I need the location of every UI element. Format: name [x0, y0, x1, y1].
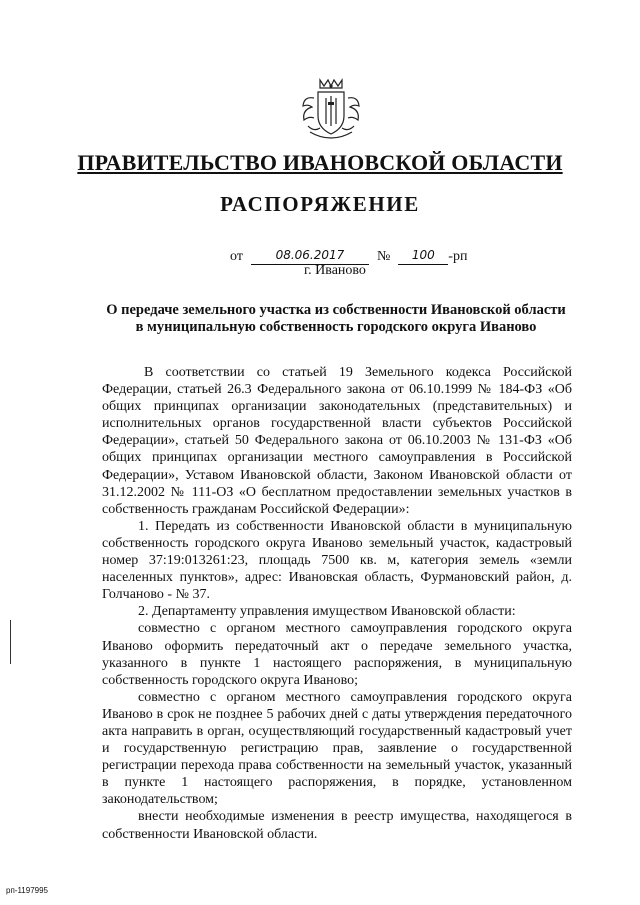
item-2-paragraph: 2. Департаменту управления имуществом Ивановской области:: [138, 604, 516, 620]
document-type: РАСПОРЯЖЕНИЕ: [220, 192, 420, 216]
handwritten-date: 08.06.2017: [251, 248, 369, 265]
intro-paragraph: В соответствии со статьей 19 Земельного кодекса Российской Федерации, статьей 26.3 Федерального закона от 06.10.1999 № 184-ФЗ «Об общих принципах организации законодательных (представительных) и исполнительных органов государственной власти субъектов Российской Федерации», статьей 50 Федерального закона от 06.10.2003 № 131-ФЗ «Об общих принципах организации местного самоуправления в Российской Федерации», Уставом Ивановской области, Законом Ивановской области от 31.12.2002 № 111-ОЗ «О бесплатном предоставлении земельных участков в собственность гражданам Российской Федерации»:: [102, 365, 572, 517]
subject-line-1: О передаче земельного участка из собственности Ивановской области: [106, 302, 566, 318]
margin-mark: [10, 620, 11, 664]
item-1-paragraph: 1. Передать из собственности Ивановской области в муниципальную собственность городского округа Иваново земельный участок, кадастровый номер 37:19:013261:23, площадь 7500 кв. м, категория земель «земли населенных пунктов», адрес: Ивановская область, Фурмановский район, д. Голчаново - № 37.: [102, 518, 572, 603]
city-name: г. Иваново: [304, 263, 366, 278]
document-subject: [86, 302, 586, 336]
government-title: ПРАВИТЕЛЬСТВО ИВАНОВСКОЙ ОБЛАСТИ: [77, 150, 563, 175]
subject-line-2: в муниципальную собственность городского округа Иваново: [135, 319, 537, 335]
coat-of-arms-emblem: [300, 76, 362, 142]
handwritten-number: 100: [398, 248, 448, 265]
subitem-1-paragraph: совместно с органом местного самоуправления городского округа Иваново оформить передаточный акт о передаче земельного участка, указанного в пункте 1 настоящего распоряжения, в муниципальную собственность городского округа Иваново;: [102, 621, 572, 688]
number-suffix: -рп: [448, 249, 468, 264]
date-prefix: от: [230, 249, 243, 264]
document-body: [102, 364, 572, 843]
subitem-3-paragraph: внести необходимые изменения в реестр имущества, находящегося в собственности Ивановской области.: [102, 809, 572, 842]
number-sign: №: [376, 249, 391, 264]
subitem-2-paragraph: совместно с органом местного самоуправления городского округа Иваново в срок не позднее 5 рабочих дней с даты утверждения передаточного акта направить в орган, осуществляющий государственный кадастровый учет и государственную регистрацию прав, заявление о государственной регистрации перехода права собственности на земельный участок, указанный в пункте 1 настоящего распоряжения, в порядке, установленном законодательством;: [102, 689, 572, 808]
footer-document-code: рп-1197995: [6, 886, 48, 895]
